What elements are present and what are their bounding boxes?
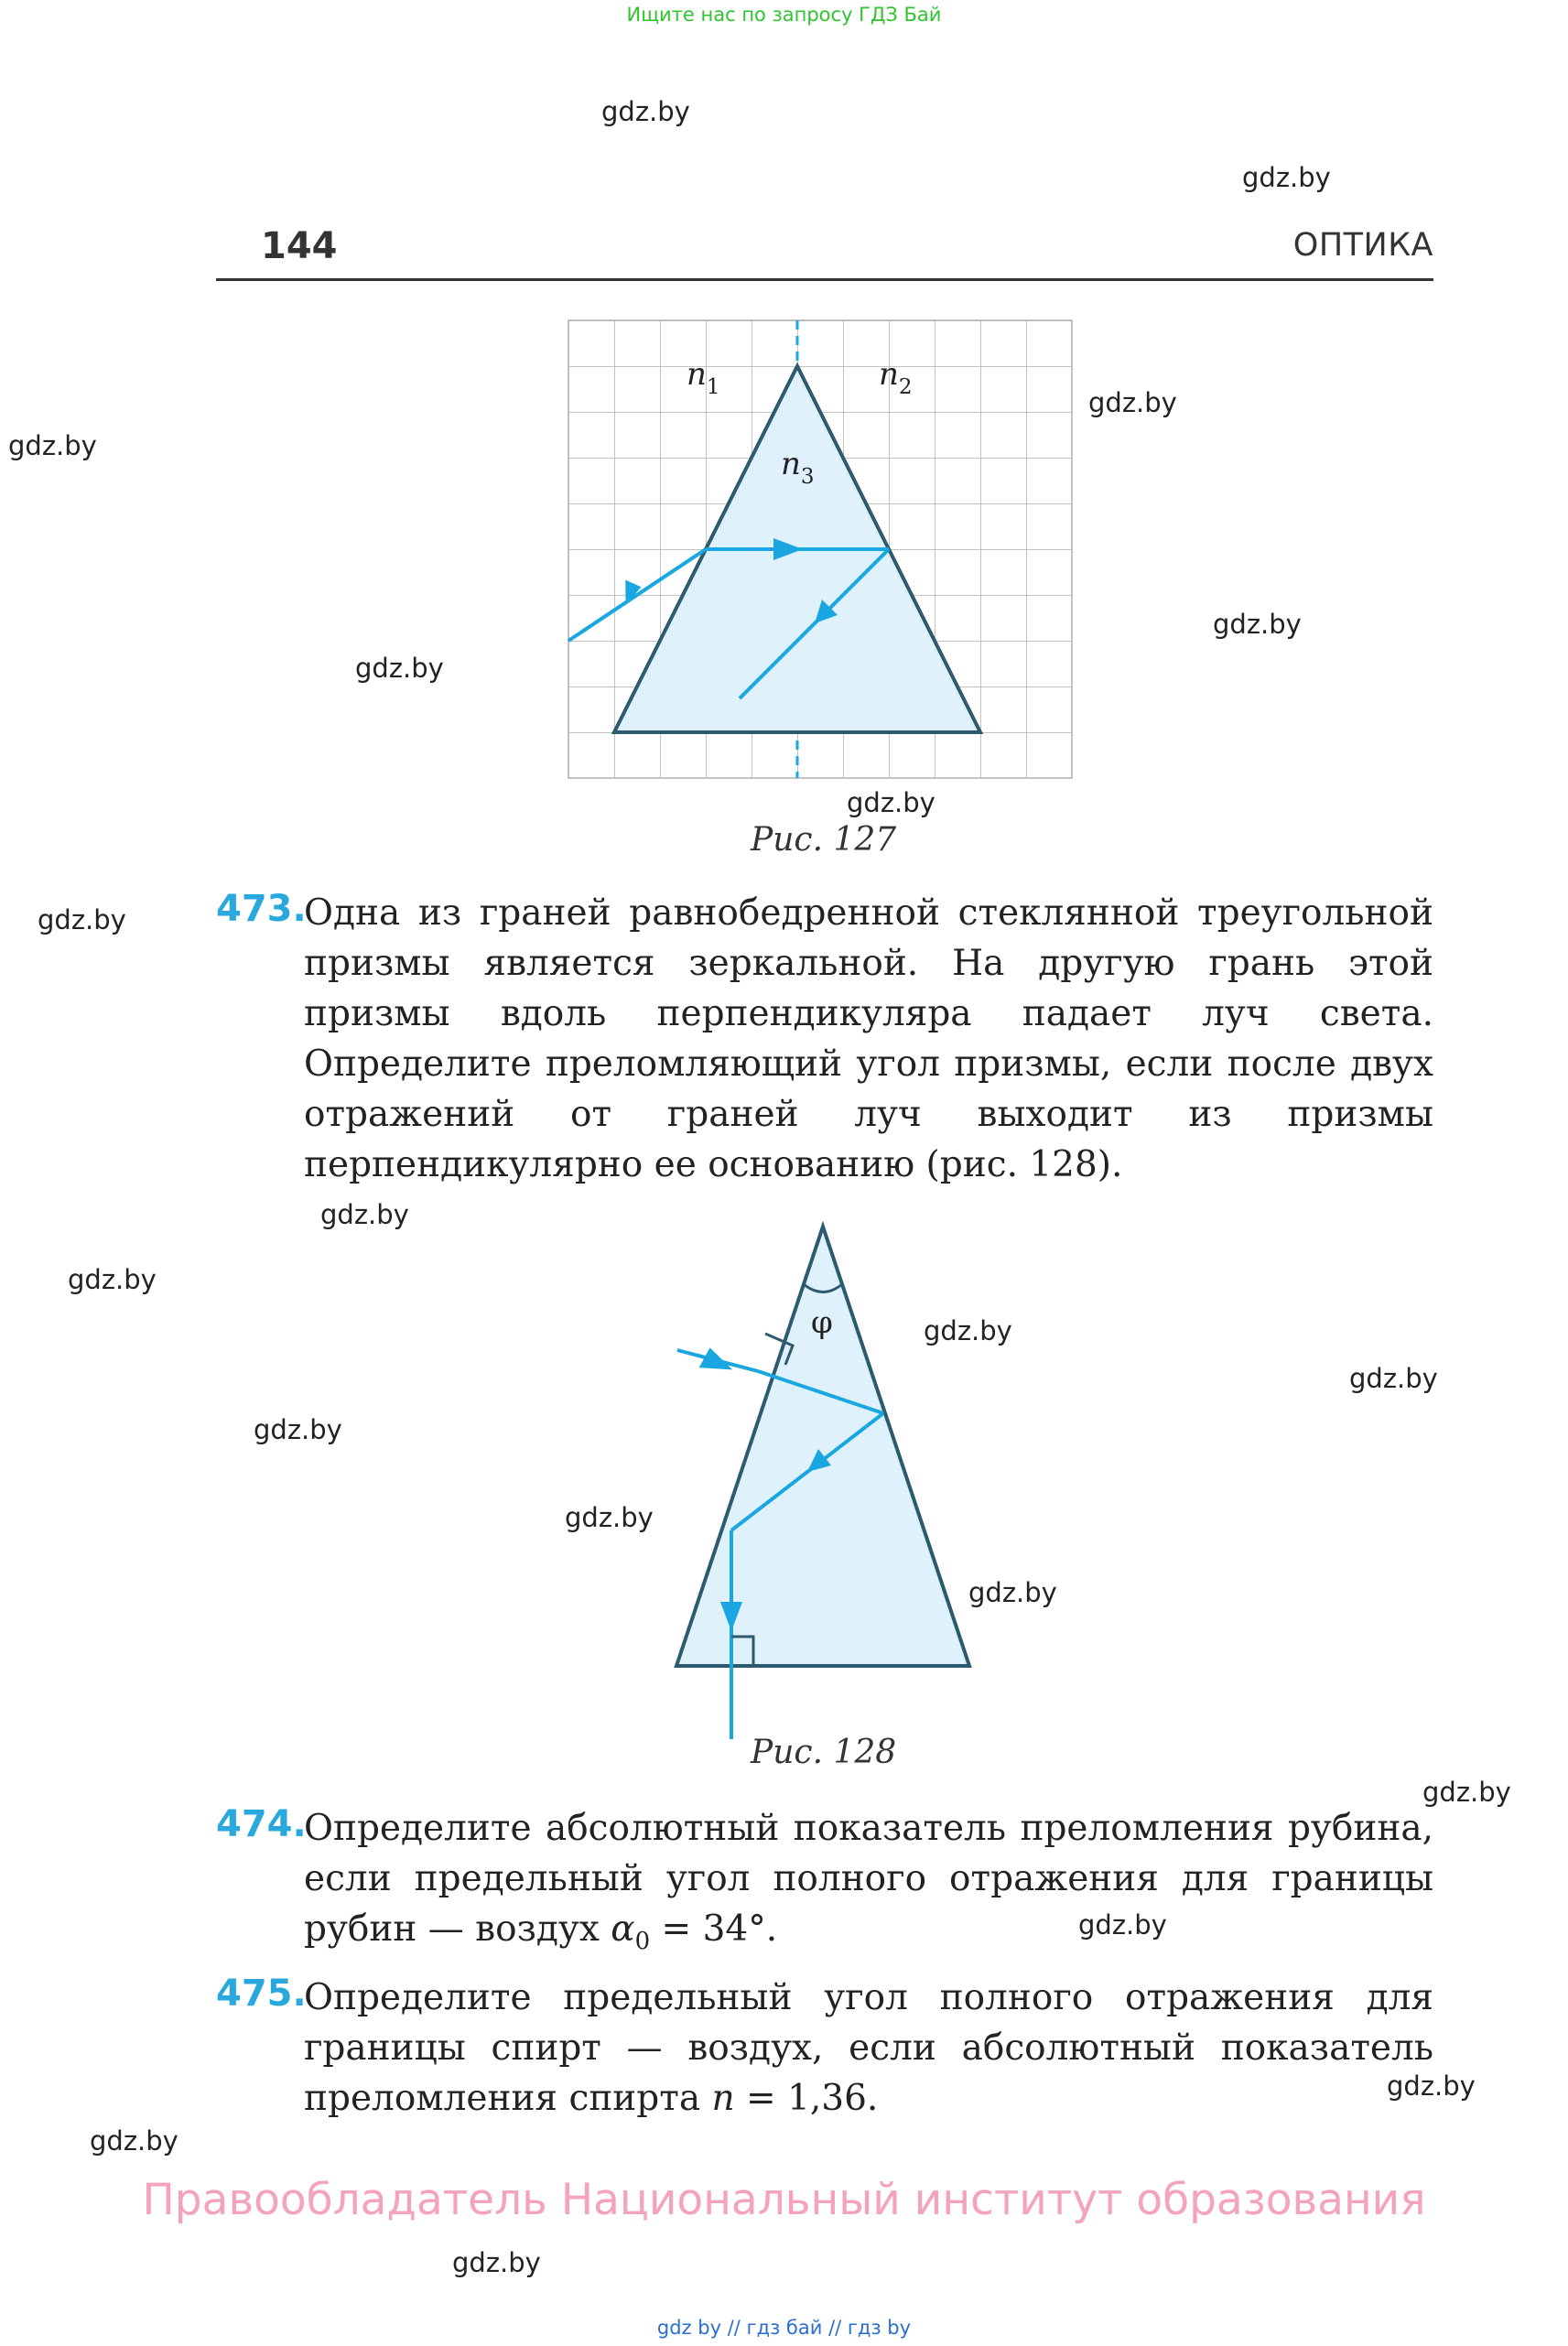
footer-links[interactable]: gdz by // гдз бай // гдз by bbox=[656, 2317, 912, 2339]
watermark[interactable]: gdz.by bbox=[1422, 1777, 1511, 1808]
alpha-symbol: α bbox=[611, 1908, 635, 1950]
figure-128 bbox=[659, 1208, 1025, 1748]
incident-ray-arrow bbox=[699, 1346, 737, 1376]
copyright-notice: Правообладатель Национальный институт образования bbox=[142, 2175, 1426, 2225]
watermark[interactable]: gdz.by bbox=[968, 1577, 1057, 1608]
watermark[interactable]: gdz.by bbox=[1213, 609, 1302, 640]
page-number: 144 bbox=[261, 225, 338, 267]
problem-text: Определите абсолютный показатель преломления рубина, если предельный угол полного отражения для границы рубин — воздух $\alpha_0 = 34^\circ$. bbox=[304, 1808, 1433, 1955]
header-divider bbox=[216, 278, 1433, 281]
watermark[interactable]: gdz.by bbox=[452, 2247, 541, 2278]
label-n1: $n_1$ bbox=[687, 356, 720, 399]
label-n3: $n_3$ bbox=[781, 446, 815, 489]
problem-text: Определите предельный угол полного отражения для границы спирт — воздух, если абсолютный показатель преломления спирта n = 1,36. bbox=[304, 1977, 1433, 2119]
section-title: ОПТИКА bbox=[1292, 227, 1433, 264]
problem-475 bbox=[216, 1973, 1433, 2124]
watermark[interactable]: gdz.by bbox=[565, 1502, 654, 1533]
watermark[interactable]: gdz.by bbox=[8, 430, 97, 461]
watermark[interactable]: gdz.by bbox=[1349, 1363, 1438, 1394]
watermark[interactable]: gdz.by bbox=[355, 653, 444, 684]
watermark[interactable]: gdz.by bbox=[601, 96, 690, 127]
watermark[interactable]: gdz.by bbox=[90, 2125, 178, 2157]
angle-label-phi: φ bbox=[811, 1304, 833, 1341]
figure-128-caption: Рис. 128 bbox=[751, 1734, 897, 1771]
n-symbol: n bbox=[711, 2078, 735, 2119]
top-banner[interactable]: Ищите нас по запросу ГДЗ Бай bbox=[626, 4, 942, 26]
watermark[interactable]: gdz.by bbox=[924, 1315, 1012, 1346]
watermark[interactable]: gdz.by bbox=[38, 904, 126, 935]
watermark[interactable]: gdz.by bbox=[847, 787, 935, 818]
watermark[interactable]: gdz.by bbox=[1078, 1909, 1167, 1941]
problem-474 bbox=[216, 1803, 1433, 1967]
watermark[interactable]: gdz.by bbox=[1088, 387, 1177, 418]
watermark[interactable]: gdz.by bbox=[320, 1199, 409, 1230]
problem-number: 475. bbox=[216, 1973, 307, 2015]
problem-number: 474. bbox=[216, 1803, 307, 1845]
figure-127-caption: Рис. 127 bbox=[751, 821, 897, 859]
alpha-subscript: 0 bbox=[634, 1927, 651, 1955]
problem-text: Одна из граней равнобедренной стеклянной треугольной призмы является зеркальной. На другую грань этой призмы вдоль перпендикуляра падает луч света. Определите преломляющий угол призмы, если после двух отражений от граней луч выходит из призмы перпендикулярно ее основанию (рис. 128). bbox=[304, 892, 1433, 1185]
watermark[interactable]: gdz.by bbox=[68, 1264, 157, 1295]
watermark[interactable]: gdz.by bbox=[254, 1414, 342, 1445]
problem-473 bbox=[216, 888, 1433, 1190]
problem-number: 473. bbox=[216, 888, 307, 930]
watermark[interactable]: gdz.by bbox=[1242, 162, 1331, 193]
watermark[interactable]: gdz.by bbox=[1387, 2070, 1476, 2102]
label-n2: $n_2$ bbox=[879, 356, 913, 399]
figure-127 bbox=[549, 311, 1089, 787]
